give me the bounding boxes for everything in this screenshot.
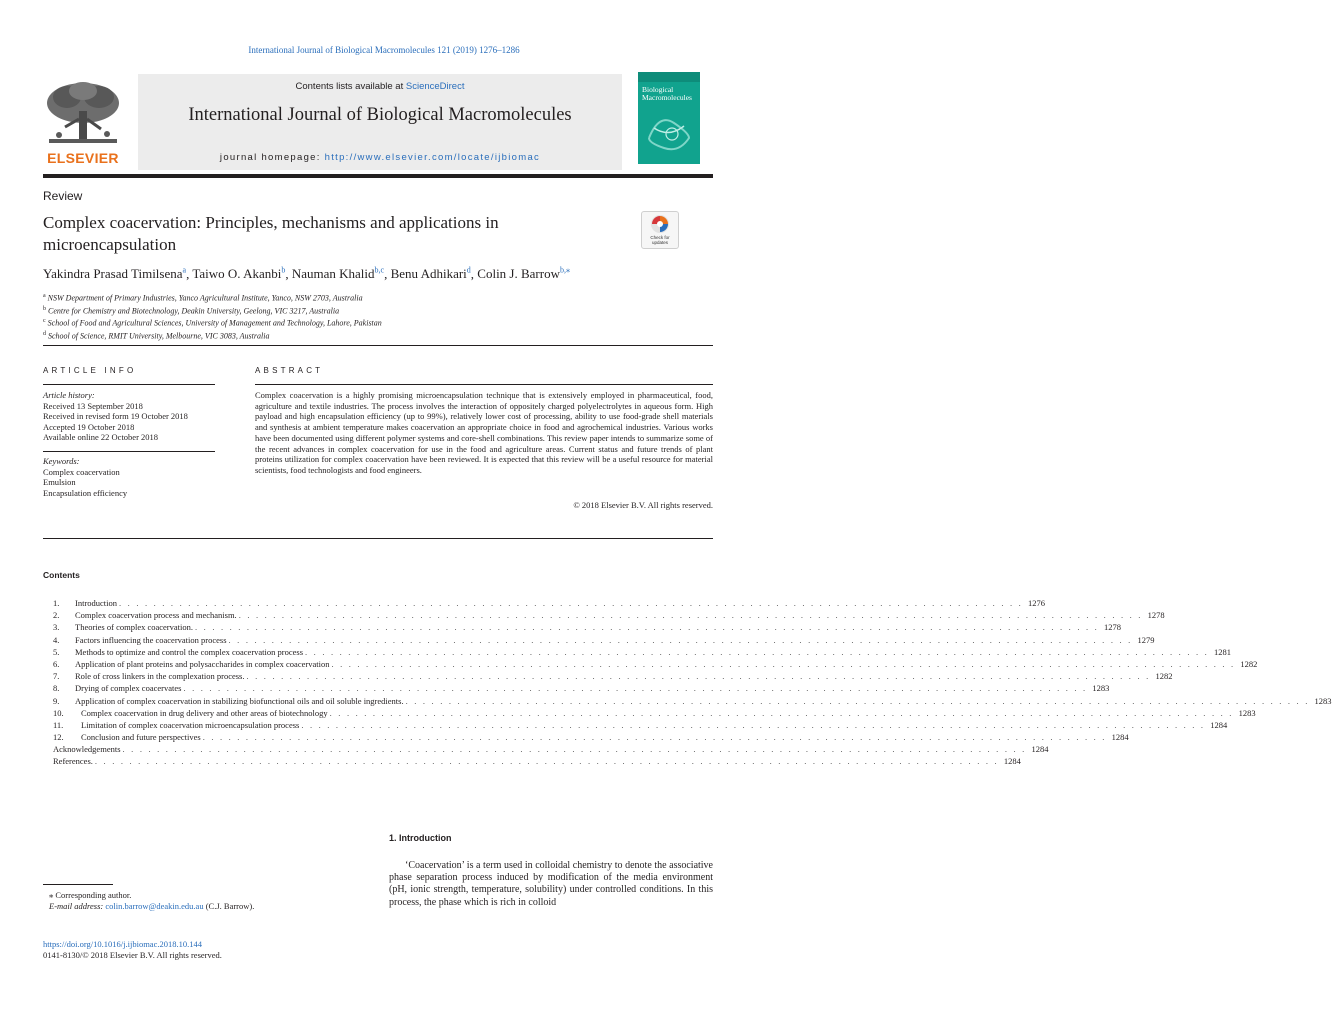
table-of-contents [53,597,1332,768]
section-divider [43,538,713,539]
contents-available-label: Contents lists available at [295,81,406,92]
journal-title: International Journal of Biological Macromolecules [188,105,572,125]
email-link[interactable]: colin.barrow@deakin.edu.au [105,900,204,911]
author-list: Yakindra Prasad Timilsena$^a$, Taiwo O. Akanbi$^b$, Nauman Khalid$^{b,c}$, Benu Adhikari$^d$, Colin J. Barrow$^{b,⁎}$ [43,266,570,282]
keywords [43,456,218,498]
elsevier-logo-text: ELSEVIER [47,150,119,166]
author[interactable]: Taiwo O. Akanbi$^b$ [192,266,286,282]
introduction-heading: 1. Introduction [389,833,452,843]
cover-title: Biological Macromolecules [642,85,692,102]
introduction-text: ‘Coacervation’ is a term used in colloidal chemistry to denote the associative phase separation process induced by modification of the media environment (pH, ionic strength, temperature, solubility) under controlled conditions. In this process, the phase which is rich in colloid [389,860,713,908]
journal-citation[interactable]: International Journal of Biological Macromolecules 121 (2019) 1276–1286 [248,45,520,55]
crossmark-label: Check for updates [650,235,670,245]
toc-item[interactable]: Acknowledgements . . . . . . . . . . . . . . . . . . . . . . . . . . . . . . . . . . . . . . . . . . . . . . . . . . . . . . . . . . . . . . . . . . . . . . . . . . . . . . . . . . . . . . . . . . . . . . . . . . . . . . . . . 1284 [53,744,1049,755]
abstract-copyright: © 2018 Elsevier B.V. All rights reserved. [573,500,713,510]
issn-line: 0141-8130/© 2018 Elsevier B.V. All rights reserved. [43,950,222,960]
keywords-rule [43,451,215,452]
history-item: Received in revised form 19 October 2018 [43,411,188,421]
author[interactable]: Yakindra Prasad Timilsena$^a$ [43,266,187,282]
abstract-rule [255,384,713,385]
keyword: Encapsulation efficiency [43,487,128,498]
affiliation: $^b$ Centre for Chemistry and Biotechnology, Deakin University, Geelong, VIC 3217, Australia [43,305,340,316]
article-type: Review [43,189,83,203]
history-item: Received 13 September 2018 [43,400,143,411]
affiliation: $^c$ School of Food and Agricultural Sciences, University of Management and Technology, Lahore, Pakistan [43,318,382,328]
corresponding-author-line: ⁎ Corresponding author. [49,890,132,900]
toc-item[interactable]: 1. Introduction . . . . . . . . . . . . . . . . . . . . . . . . . . . . . . . . . . . . . . . . . . . . . . . . . . . . . . . . . . . . . . . . . . . . . . . . . . . . . . . . . . . . . . . . . . . . . . . . . . . . . . . . . 1276 [53,598,1045,608]
crossmark-button[interactable] [641,211,679,249]
journal-homepage-line [138,152,622,163]
homepage-label: journal homepage: [219,152,325,163]
affiliation: $^a$ NSW Department of Primary Industries, Yanco Agricultural Institute, Yanco, NSW 2703, Australia [43,293,363,303]
contents-heading: Contents [43,570,80,580]
article-info-rule [43,384,215,385]
toc-item[interactable]: 2. Complex coacervation process and mechanism. . . . . . . . . . . . . . . . . . . . . . . . . . . . . . . . . . . . . . . . . . . . . . . . . . . . . . . . . . . . . . . . . . . . . . . . . . . . . . . . . . . . . . . . . . . . . . . . . . . . . . . . . . 1278 [53,610,1165,621]
homepage-link[interactable]: http://www.elsevier.com/locate/ijbiomac [324,152,541,163]
history-item: Accepted 19 October 2018 [43,421,135,432]
toc-item[interactable]: 8. Drying of complex coacervates . . . . . . . . . . . . . . . . . . . . . . . . . . . . . . . . . . . . . . . . . . . . . . . . . . . . . . . . . . . . . . . . . . . . . . . . . . . . . . . . . . . . . . . . . . . . . . . . . . . . . . . . . 1283 [53,683,1110,694]
affiliation-list [43,291,723,342]
toc-item[interactable]: 11. Limitation of complex coacervation microencapsulation process . . . . . . . . . . . . . . . . . . . . . . . . . . . . . . . . . . . . . . . . . . . . . . . . . . . . . . . . . . . . . . . . . . . . . . . . . . . . . . . . . . . . . . . . . . . . . . . . . . . . . . . . . 1284 [53,719,1228,730]
corresponding-author-footnote [43,890,343,911]
toc-item[interactable]: References. . . . . . . . . . . . . . . . . . . . . . . . . . . . . . . . . . . . . . . . . . . . . . . . . . . . . . . . . . . . . . . . . . . . . . . . . . . . . . . . . . . . . . . . . . . . . . . . . . . . . . . . . . 1284 [53,756,1021,767]
header-divider [43,174,713,178]
author[interactable]: Benu Adhikari$^d$ [390,266,471,282]
journal-cover-image[interactable] [638,72,700,164]
footnote-rule [43,884,113,885]
article-title: Complex coacervation: Principles, mechanisms and applications in microencapsulation [43,213,499,254]
toc-item[interactable]: 9. Application of complex coacervation in stabilizing biofunctional oils and oil soluble ingredients. . . . . . . . . . . . . . . . . . . . . . . . . . . . . . . . . . . . . . . . . . . . . . . . . . . . . . . . . . . . . . . . . . . . . . . . . . . . . . . . . . . . . . . . . . . . . . . . . . . . . . . . . . 1283 [53,695,1332,706]
history-label: Article history: [43,390,95,400]
toc-item[interactable]: 10. Complex coacervation in drug delivery and other areas of biotechnology . . . . . . . . . . . . . . . . . . . . . . . . . . . . . . . . . . . . . . . . . . . . . . . . . . . . . . . . . . . . . . . . . . . . . . . . . . . . . . . . . . . . . . . . . . . . . . . . . . . . . . . . . 1283 [53,707,1256,718]
toc-item[interactable]: 12. Conclusion and future perspectives . . . . . . . . . . . . . . . . . . . . . . . . . . . . . . . . . . . . . . . . . . . . . . . . . . . . . . . . . . . . . . . . . . . . . . . . . . . . . . . . . . . . . . . . . . . . . . . . . . . . . . . . . 1284 [53,732,1129,743]
crossmark-icon [650,214,670,234]
contents-available-line [138,81,622,92]
toc-item[interactable]: 5. Methods to optimize and control the complex coacervation process . . . . . . . . . . . . . . . . . . . . . . . . . . . . . . . . . . . . . . . . . . . . . . . . . . . . . . . . . . . . . . . . . . . . . . . . . . . . . . . . . . . . . . . . . . . . . . . . . . . . . . . . . 1281 [53,646,1231,657]
email-line: E-mail address: colin.barrow@deakin.edu.au (C.J. Barrow). [49,900,255,911]
toc-item[interactable]: 7. Role of cross linkers in the complexation process. . . . . . . . . . . . . . . . . . . . . . . . . . . . . . . . . . . . . . . . . . . . . . . . . . . . . . . . . . . . . . . . . . . . . . . . . . . . . . . . . . . . . . . . . . . . . . . . . . . . . . . . . . 1282 [53,671,1173,682]
footer [43,939,343,961]
author[interactable]: Colin J. Barrow$^{b,⁎}$ [477,266,570,282]
history-item: Available online 22 October 2018 [43,432,159,442]
article-history [43,390,218,443]
keywords-label: Keywords: [43,456,80,466]
keyword: Complex coacervation [43,466,120,477]
abstract-heading: ABSTRACT [255,366,324,375]
sciencedirect-link[interactable]: ScienceDirect [405,81,465,92]
doi-link[interactable]: https://doi.org/10.1016/j.ijbiomac.2018.10.144 [43,939,202,949]
author[interactable]: Nauman Khalid$^{b,c}$ [291,266,385,282]
toc-item[interactable]: 6. Application of plant proteins and polysaccharides in complex coacervation . . . . . . . . . . . . . . . . . . . . . . . . . . . . . . . . . . . . . . . . . . . . . . . . . . . . . . . . . . . . . . . . . . . . . . . . . . . . . . . . . . . . . . . . . . . . . . . . . . . . . . . . . 1282 [53,658,1258,669]
abstract-text: Complex coacervation is a highly promising microencapsulation technique that is extensively employed in pharmaceutical, food, agriculture and textile industries. The process involves the interaction of oppositely charged polyelectrolytes in aqueous form. High payload and high encapsulation efficiency (up to 99%), relatively lower cost of processing, ability to use food-grade shell materials and synthesis at ambient temperature makes coacervation an appropriate choice in food and agrochemical industries. Various works have been documented using different polymer systems and core-shell combinations. This review paper intends to summarize some of the recent advances in complex coacervation for use in the food and agriculture areas. Current status and future trends of plant proteins utilization for complex coacervation have been reviewed. It is expected that this review will be a useful resource for material scientists, food technologists and food engineers. [255,390,713,475]
keyword: Emulsion [43,477,76,487]
affiliation: $^d$ School of Science, RMIT University, Melbourne, VIC 3083, Australia [43,330,270,341]
section-divider [43,345,713,346]
article-info-heading: ARTICLE INFO [43,366,137,375]
toc-item[interactable]: 3. Theories of complex coacervation. . . . . . . . . . . . . . . . . . . . . . . . . . . . . . . . . . . . . . . . . . . . . . . . . . . . . . . . . . . . . . . . . . . . . . . . . . . . . . . . . . . . . . . . . . . . . . . . . . . . . . . . . . 1278 [53,622,1121,633]
toc-item[interactable]: 4. Factors influencing the coacervation process . . . . . . . . . . . . . . . . . . . . . . . . . . . . . . . . . . . . . . . . . . . . . . . . . . . . . . . . . . . . . . . . . . . . . . . . . . . . . . . . . . . . . . . . . . . . . . . . . . . . . . . . . 1279 [53,634,1155,645]
